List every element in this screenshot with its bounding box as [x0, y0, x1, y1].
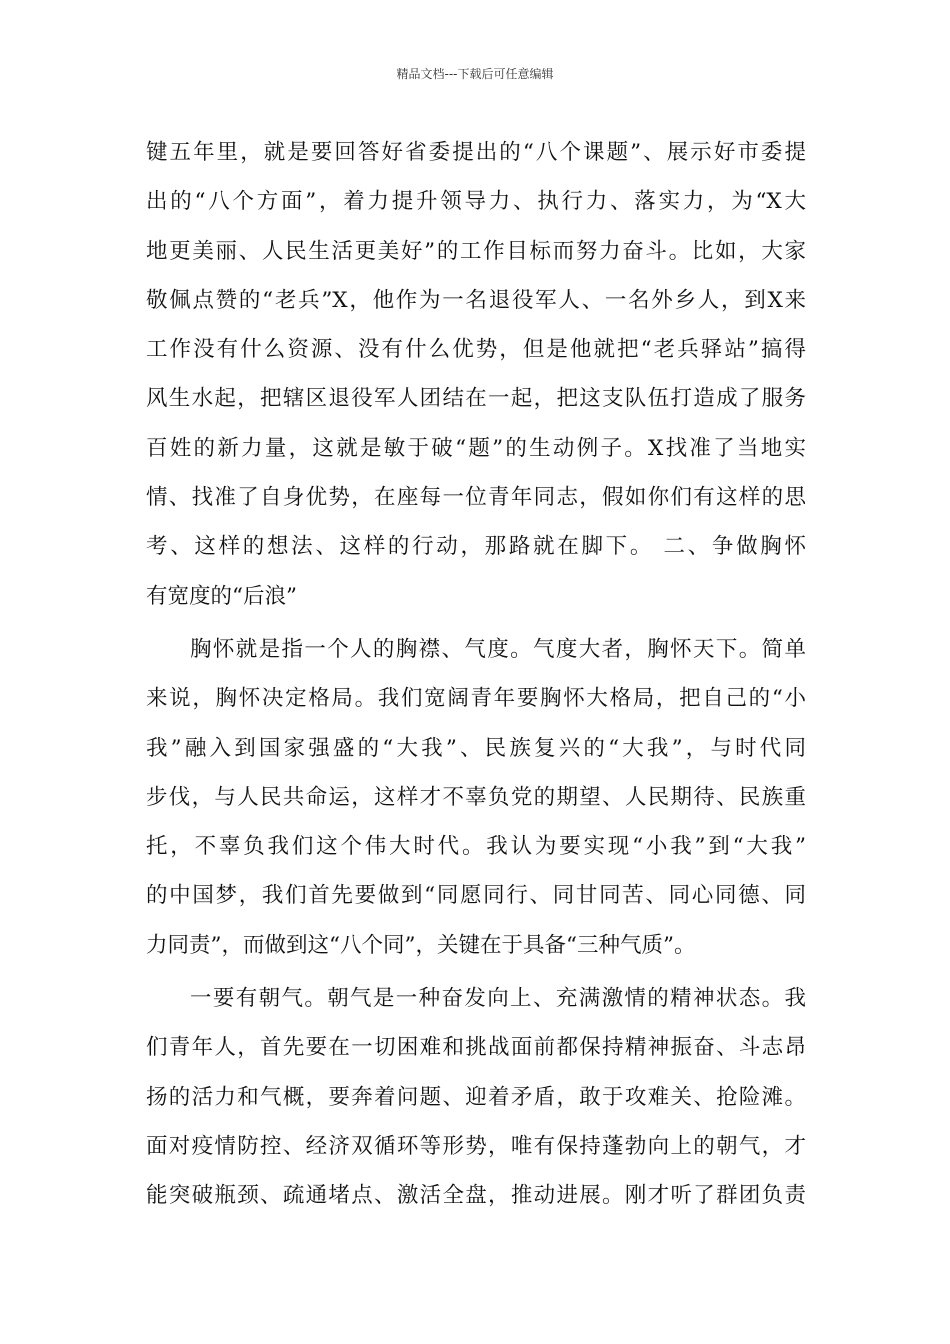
text-line: 百姓的新力量，这就是敏于破“题”的生动例子。X找准了当地实 [146, 435, 806, 461]
text-line: 敬佩点赞的“老兵”X，他作为一名退役军人、一名外乡人，到X来 [146, 287, 806, 313]
text-line: 一要有朝气。朝气是一种奋发向上、充满激情的精神状态。我 [190, 986, 806, 1012]
text-line: 们青年人，首先要在一切困难和挑战面前都保持精神振奋、斗志昂 [146, 1035, 806, 1061]
text-line: 有宽度的“后浪” [146, 583, 297, 609]
text-line: 来说，胸怀决定格局。我们宽阔青年要胸怀大格局，把自己的“小 [146, 686, 806, 712]
text-line: 扬的活力和气概，要奔着问题、迎着矛盾，敢于攻难关、抢险滩。 [146, 1084, 806, 1110]
text-line: 工作没有什么资源、没有什么优势，但是他就把“老兵驿站”搞得 [146, 337, 806, 363]
text-line: 能突破瓶颈、疏通堵点、激活全盘，推动进展。刚才听了群团负责 [146, 1183, 806, 1209]
text-line: 步伐，与人民共命运，这样才不辜负党的期望、人民期待、民族重 [146, 784, 806, 810]
text-line: 我”融入到国家强盛的“大我”、民族复兴的“大我”，与时代同 [146, 735, 806, 761]
text-line: 托，不辜负我们这个伟大时代。我认为要实现“小我”到“大我” [146, 834, 806, 860]
text-line: 力同责”，而做到这“八个同”，关键在于具备“三种气质”。 [146, 932, 696, 958]
text-line: 胸怀就是指一个人的胸襟、气度。气度大者，胸怀天下。简单 [190, 636, 806, 662]
text-line: 情、找准了自身优势，在座每一位青年同志，假如你们有这样的思 [146, 485, 806, 511]
page-header: 精品文档---下载后可任意编辑 [396, 67, 554, 81]
text-line: 地更美丽、人民生活更美好”的工作目标而努力奋斗。比如，大家 [146, 238, 806, 264]
text-line: 的中国梦，我们首先要做到“同愿同行、同甘同苦、同心同德、同 [146, 883, 806, 909]
text-line: 考、这样的想法、这样的行动，那路就在脚下。 二、争做胸怀 [146, 534, 806, 560]
text-line: 风生水起，把辖区退役军人团结在一起，把这支队伍打造成了服务 [146, 386, 806, 412]
text-line: 面对疫情防控、经济双循环等形势，唯有保持蓬勃向上的朝气，才 [146, 1133, 806, 1159]
text-line: 出的“八个方面”，着力提升领导力、执行力、落实力，为“X大 [146, 189, 806, 215]
document-body [146, 128, 806, 1221]
text-line: 键五年里，就是要回答好省委提出的“八个课题”、展示好市委提 [146, 140, 806, 165]
